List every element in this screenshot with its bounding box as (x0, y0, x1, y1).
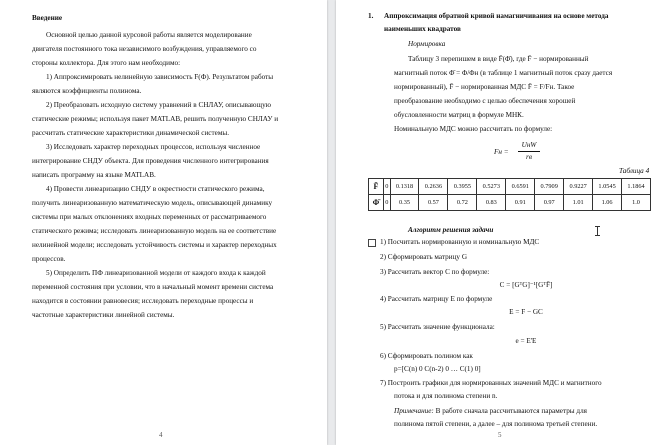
paragraph-line: являются коэффициенты полинома. (32, 87, 142, 95)
subheading-normalization: Нормировка (408, 40, 446, 48)
formula-c: C = [GᵀG]⁻¹[GᵀF̄] (499, 281, 553, 289)
note-label: Примечание: (394, 407, 434, 415)
list-item: 7) Построить графики для нормированных значений МДС и магнитного (380, 379, 602, 387)
table-cell: 0.1318 (390, 179, 419, 195)
paragraph-line: частотные характеристики линейной системы. (32, 311, 175, 319)
table-cell: 0.5273 (477, 179, 506, 195)
section-heading-line1: Аппроксимация обратной кривой намагничивания на основе метода (384, 12, 609, 20)
list-item: 5) Рассчитать значение функционала: (380, 323, 495, 331)
list-item: 4) Рассчитать матрицу E по формуле (380, 295, 493, 303)
paragraph-line: статические режимы; используя пакет MATLAB, решить полученную СНЛАУ и (32, 115, 279, 123)
formula-polynomial: p=[C(n) 0 C(n-2) 0 … C(1) 0] (394, 365, 481, 373)
table-cell: 0.7909 (535, 179, 564, 195)
text-cursor-icon (597, 226, 598, 236)
document-page-5 (336, 0, 666, 445)
paragraph-line: Номинальную МДС можно рассчитать по формуле: (394, 125, 553, 133)
paragraph-line: рассчитать статические характеристики динамической системы. (32, 129, 229, 137)
paragraph-line: обусловленности матриц в формуле МНК. (394, 111, 524, 119)
table-cell: 0.72 (448, 195, 477, 211)
table-cell: 1.0545 (593, 179, 622, 195)
paragraph-line: преобразование необходимо с целью обеспечения хорошей (394, 97, 576, 105)
list-item: 3) Рассчитать вектор C по формуле: (380, 268, 490, 276)
document-page-4 (0, 0, 327, 445)
list-item: 6) Сформировать полином как (380, 352, 473, 360)
paragraph-line: находится в состоянии равновесия; исследовать переходные процессы и (32, 297, 254, 305)
page-heading: Введение (32, 14, 63, 22)
paragraph-line: интегрирование СНДУ объекта. Для проведения численного интегрирования (32, 157, 269, 165)
table-cell: 0.91 (506, 195, 535, 211)
paragraph-line: 5) Определить ПФ линеаризованной модели от каждого входа к каждой (46, 269, 266, 277)
table-cell: 1.01 (564, 195, 593, 211)
note-paragraph (394, 407, 587, 416)
table-cell: 1.06 (593, 195, 622, 211)
table-cell: 0.57 (419, 195, 448, 211)
paragraph-line: Основной целью данной курсовой работы является моделирование (46, 31, 252, 39)
table-cell: 1.0 (622, 195, 651, 211)
paragraph-line: нелинейной модели; исследовать устойчивость системы и характер переходных (32, 241, 277, 249)
table-row-label: Φ̄ (369, 195, 384, 211)
table-cell: 0.35 (390, 195, 419, 211)
list-item: 2) Сформировать матрицу G (380, 253, 468, 261)
paragraph-line: 3) Исследовать характер переходных процессов, используя численное (46, 143, 261, 151)
formula-functional: e = E'E (515, 337, 537, 345)
paragraph-line: Таблицу 3 перепишем в виде F̄(Φ̄), где F̄ − нормированный (408, 55, 589, 63)
note-line: полинома пятой степени, а далее – для полинома третьей степени. (394, 420, 598, 428)
list-item: 1) Посчитать нормированную и номинальную МДС (380, 238, 540, 246)
table-cell: 0 (384, 179, 391, 195)
table-cell: 0 (384, 195, 391, 211)
page-number: 4 (159, 431, 163, 439)
table-cell: 0.97 (535, 195, 564, 211)
paragraph-line: 4) Провести линеаризацию СНДУ в окрестности статического режима, (46, 185, 265, 193)
paragraph-line: статического режима; исследовать линеаризованную модель на ее соответствие (32, 227, 277, 235)
note-text: В работе сначала рассчитываются параметры для (433, 407, 587, 415)
table-cell: 0.6591 (506, 179, 535, 195)
table-cell: 0.9227 (564, 179, 593, 195)
paragraph-line: двигателя постоянного тока независимого возбуждения, управляемого со (32, 45, 257, 53)
paragraph-line: 1) Аппроксимировать нелинейную зависимость F(Ф). Результатом работы (46, 73, 274, 81)
paragraph-line: нормированный), F̄ − нормированная МДС F̄ = F/Fн. Такое (394, 83, 575, 91)
page-number: 5 (498, 431, 502, 439)
table-cell: 0.83 (477, 195, 506, 211)
formula-numerator: UнW (521, 141, 537, 149)
table-caption: Таблица 4 (619, 167, 650, 175)
paragraph-line: стороны коллектора. Для этого нам необходимо: (32, 59, 181, 67)
table-cell: 1.1864 (622, 179, 651, 195)
paragraph-line: получить линеаризованную математическую модель, описывающей динамику (32, 199, 273, 207)
list-item: потока и для полинома степени n. (394, 392, 498, 400)
formula-e: E = F − GC (509, 308, 543, 316)
table-row-label: F̄ (369, 179, 384, 195)
paragraph-line: написать программу на языке MATLAB. (32, 171, 156, 179)
paragraph-line: магнитный поток Φ̄ = Φ/Φн (в таблице 1 магнитный поток сразу дается (394, 69, 613, 77)
section-heading-line2: наименьших квадратов (384, 25, 461, 33)
formula-lhs: Fн = (494, 148, 509, 156)
formula-denominator: rв (526, 153, 532, 161)
data-table (368, 178, 651, 211)
table-cell: 0.2636 (419, 179, 448, 195)
paragraph-line: системы при малых отклонениях входных переменных от рассматриваемого (32, 213, 267, 221)
list-marker-box (368, 239, 376, 247)
paragraph-line: переменной состояния при условии, что в начальный момент времени система (32, 283, 274, 291)
table-row (369, 179, 651, 195)
table-cell: 0.3955 (448, 179, 477, 195)
algorithm-title: Алгоритм решения задачи (408, 226, 494, 234)
section-number: 1. (368, 12, 374, 20)
table-row (369, 195, 651, 211)
paragraph-line: процессов. (32, 255, 66, 263)
formula-fraction-bar (518, 151, 540, 152)
paragraph-line: 2) Преобразовать исходную систему уравнений в СНЛАУ, описывающую (46, 101, 272, 109)
